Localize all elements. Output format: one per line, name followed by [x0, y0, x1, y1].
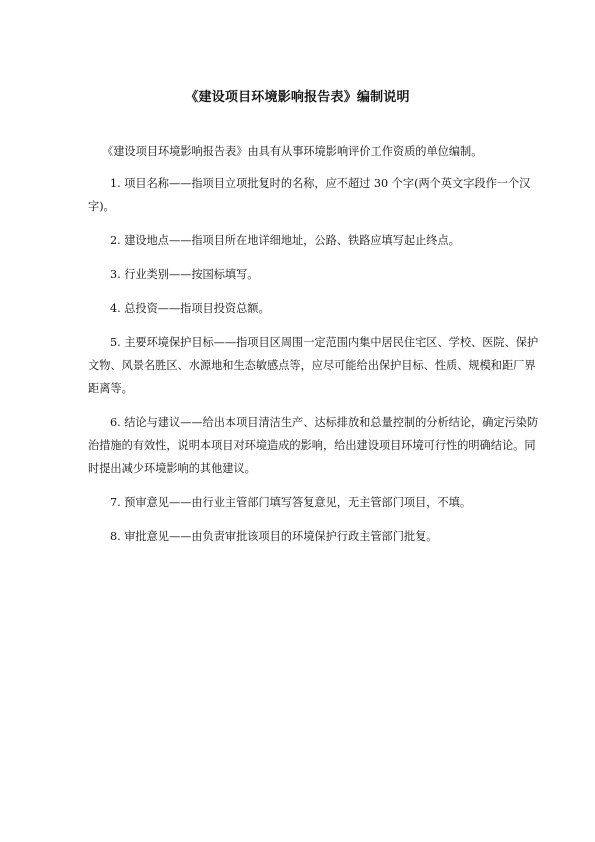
item-industry-category: 3. 行业类别——按国标填写。 — [110, 268, 259, 281]
intro-paragraph: 《建设项目环境影响报告表》由具有从事环境影响评价工作资质的单位编制。 — [102, 145, 483, 158]
item-approval-opinion: 8. 审批意见——由负责审批该项目的环境保护行政主管部门批复。 — [110, 530, 438, 543]
item-total-investment: 4. 总投资——指项目投资总额。 — [110, 302, 270, 315]
item-conclusions: 6. 结论与建议——给出本项目清洁生产、达标排放和总量控制的分析结论，确定污染防治措施的有效性，说明本项目对环境造成的影响，给出建设项目环境可行性的明确结论。同时提出减少环境影响的其他建议。 — [88, 416, 539, 475]
item-construction-site: 2. 建设地点——指项目所在地详细地址，公路、铁路应填写起止终点。 — [110, 234, 460, 247]
document-title: 《建设项目环境影响报告表》编制说明 — [185, 90, 410, 105]
item-project-name: 1. 项目名称——指项目立项批复时的名称，应不超过 30 个字(两个英文字段作一个汉字)。 — [88, 177, 531, 213]
item-protection-targets: 5. 主要环境保护目标——指项目区周围一定范围内集中居民住宅区、学校、医院、保护文物、风景名胜区、水源地和生态敏感点等，应尽可能给出保护目标、性质、规模和距厂界距离等。 — [88, 336, 539, 395]
item-preliminary-review: 7. 预审意见——由行业主管部门填写答复意见，无主管部门项目，不填。 — [110, 496, 472, 509]
document-body — [88, 140, 540, 559]
